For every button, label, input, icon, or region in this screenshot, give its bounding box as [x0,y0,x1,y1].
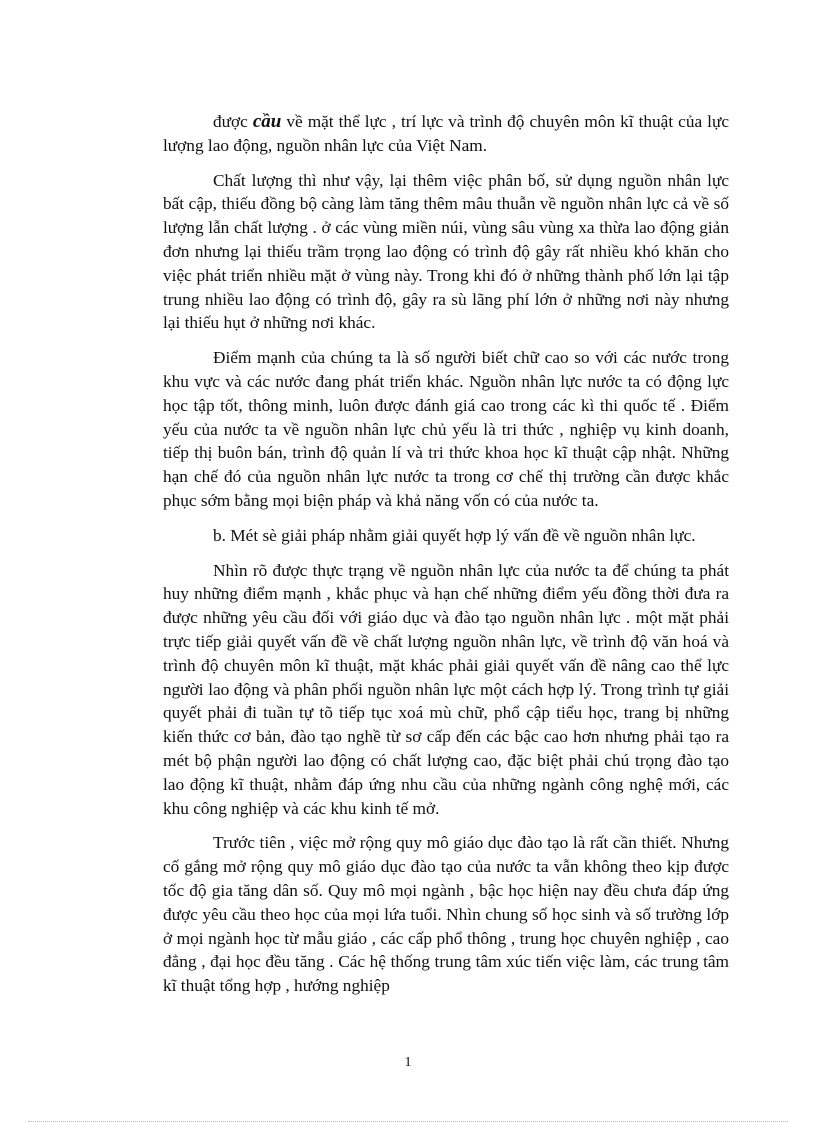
paragraph-1-text: về mặt thể lực , trí lực và trình độ chuyên môn kĩ thuật của lực lượng lao động, nguồn nhân lực của Việt Nam. [163,112,729,155]
paragraph-1-prefix: được [213,112,253,131]
paragraph-2: Chất lượng thì như vậy, lại thêm việc phân bố, sử dụng nguồn nhân lực bất cập, thiếu đồng bộ càng làm tăng thêm mâu thuẫn về nguồn nhân lực cả về số lượng lẫn chất lượng . ở các vùng miền núi, vùng sâu vùng xa thừa lao động giản đơn nhưng lại thiếu trầm trọng lao động có trình độ gây rất nhiều khó khăn cho việc phát triển nhiều mặt ở vùng này. Trong khi đó ở những thành phố lớn lại tập trung nhiều lao động có trình độ, gây ra sù lãng phí lớn ở những nơi này nhưng lại thiếu hụt ở những nơi khác. [163,170,729,333]
paragraph-1 [163,110,729,158]
paragraph-6: Trước tiên , việc mở rộng quy mô giáo dục đào tạo là rất cần thiết. Nhưng cố gắng mở rộng quy mô giáo dục đào tạo của nước ta vẫn không theo kịp được tốc độ gia tăng dân số. Quy mô mọi ngành , bậc học hiện nay đều chưa đáp ứng được yêu cầu theo học của mọi lứa tuổi. Nhìn chung số học sinh và số trường lớp ở mọi ngành học từ mẫu giáo , các cấp phổ thông , trung học chuyên nghiệp , cao đẳng , đại học đều tăng . Các hệ thống trung tâm xúc tiến việc làm, các trung tâm kĩ thuật tổng hợp , hướng nghiệp [163,833,729,996]
body-text [163,110,729,998]
page-number: 1 [404,1055,412,1070]
paragraph-3: Điểm mạnh của chúng ta là số người biết chữ cao so với các nước trong khu vực và các nước đang phát triển khác. Nguồn nhân lực nước ta có động lực học tập tốt, thông minh, luôn được đánh giá cao trong các kì thi quốc tế . Điểm yếu của nước ta về nguồn nhân lực chủ yếu là tri thức , nghiệp vụ kinh doanh, tiếp thị buôn bán, trình độ quản lí và tri thức khoa học kĩ thuật cập nhật. Những hạn chế đó của nguồn nhân lực nước ta trong cơ chế thị trường cần được khắc phục sớm bằng mọi biện pháp và khả năng vốn có của nước ta. [163,348,729,510]
emphasized-word: cầu [252,111,282,132]
paragraph-5: Nhìn rõ được thực trạng về nguồn nhân lực của nước ta để chúng ta phát huy những điểm mạnh , khắc phục và hạn chế những điểm yếu đồng thời đưa ra được những yêu cầu đối với giáo dục và đào tạo nguồn nhân lực . một mặt phải trực tiếp giải quyết vấn đề về chất lượng nguồn nhân lực, về trình độ văn hoá và trình độ chuyên môn kĩ thuật, mặt khác phải giải quyết vấn đề nâng cao thể lực người lao động và phân phối nguồn nhân lực một cách hợp lý. Trong trình tự giải quyết phải đi tuần tự tõ tiếp tục xoá mù chữ, phổ cập tiểu học, trang bị những kiến thức cơ bản, đào tạo nghề từ sơ cấp đến các bậc cao hơn nhưng phải tạo ra mét bộ phận người lao động có chất lượng cao, đặc biệt phải chú trọng đào tạo lao động kĩ thuật, nhằm đáp ứng nhu cầu của những ngành công nghệ mới, các khu công nghiệp và các khu kinh tế mở. [163,560,729,818]
page-bottom-divider [28,1121,788,1122]
section-heading-b: b. Mét sè giải pháp nhằm giải quyết hợp lý vấn đề về nguồn nhân lực. [213,525,696,545]
